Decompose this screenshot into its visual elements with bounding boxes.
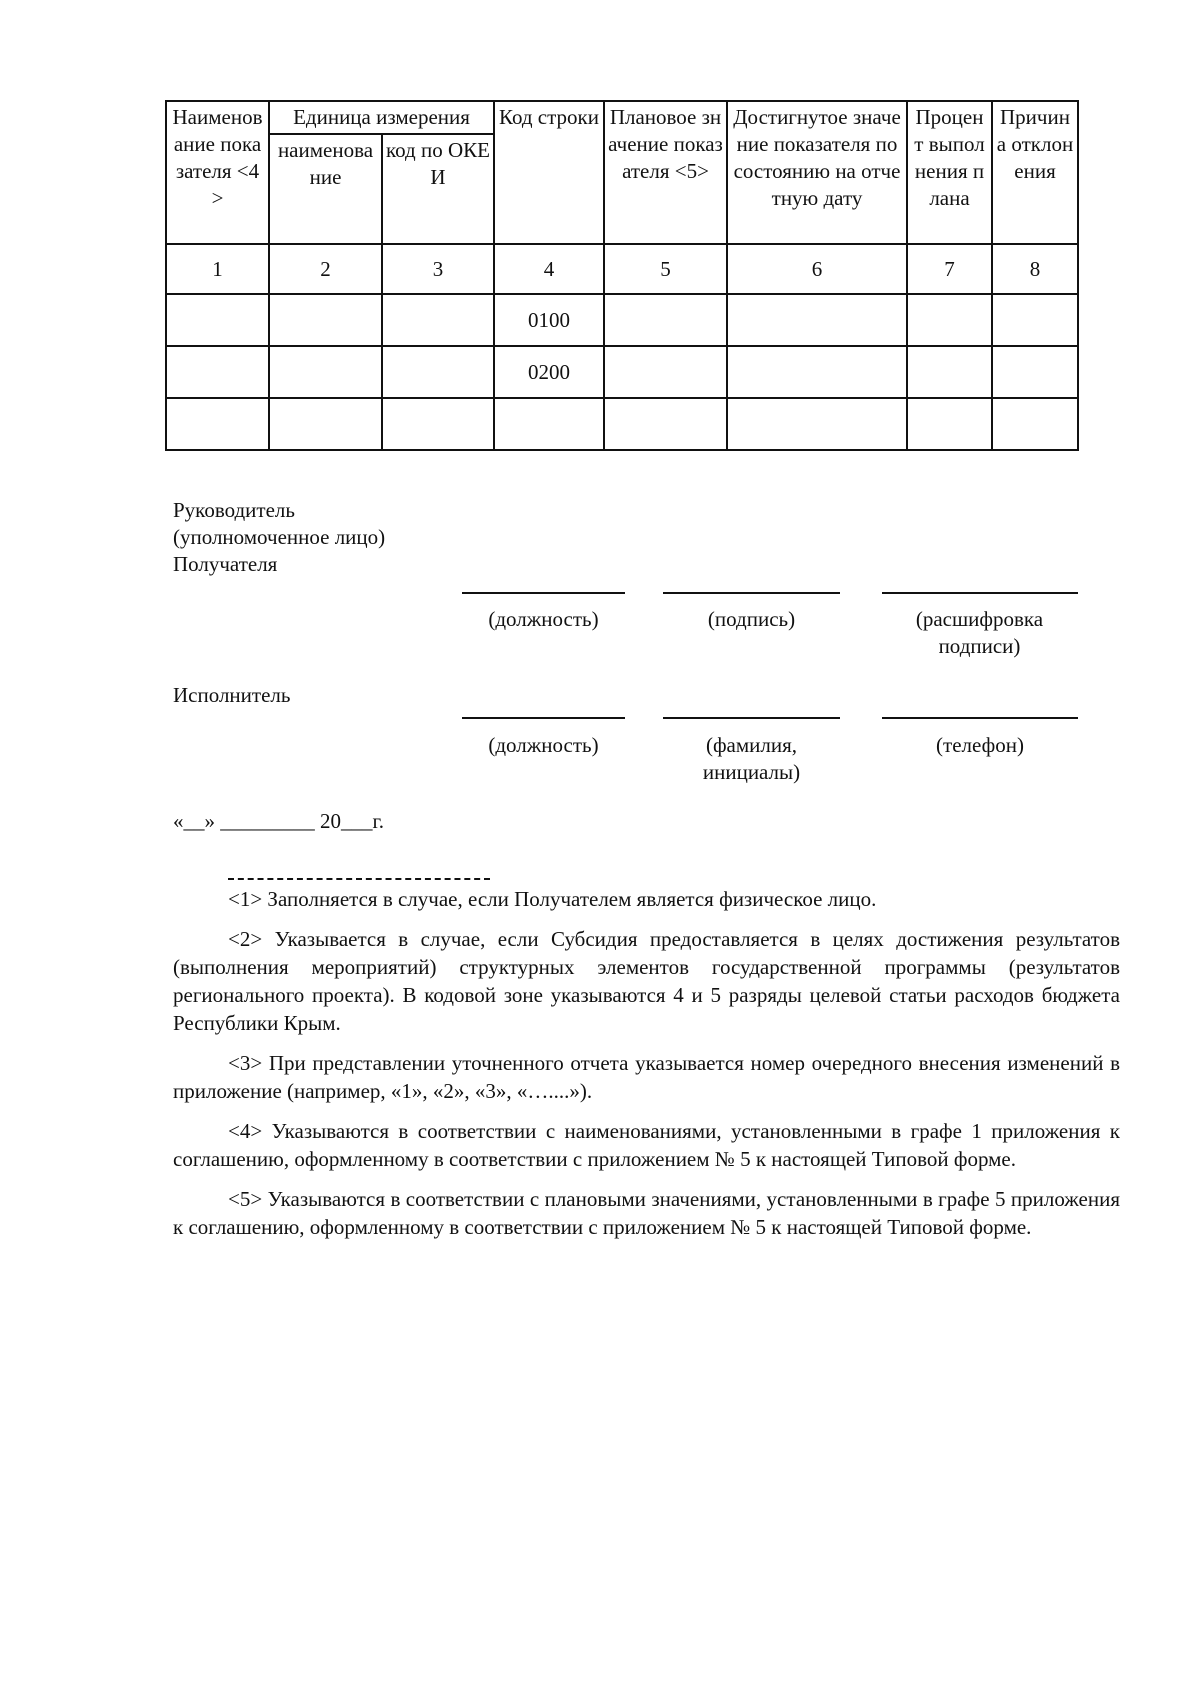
footnotes bbox=[173, 885, 1120, 1253]
executor-phone-line[interactable] bbox=[882, 717, 1078, 719]
header-percent-done: Процент выполнения плана bbox=[907, 101, 992, 244]
footnote-4: <4> Указываются в соответствии с наименованиями, установленными в графе 1 приложения к соглашению, оформленному в соответствии с приложением № 5 к настоящей Типовой форме. bbox=[173, 1119, 1120, 1171]
column-number: 1 bbox=[166, 244, 269, 294]
caption-signature-decode: (расшифровка подписи) bbox=[915, 607, 1044, 658]
table-cell[interactable] bbox=[166, 346, 269, 398]
header-row-code: Код строки bbox=[494, 101, 604, 244]
footnote-1: <1> Заполняется в случае, если Получателем является физическое лицо. bbox=[228, 887, 877, 911]
column-number: 3 bbox=[382, 244, 494, 294]
table-cell[interactable] bbox=[166, 398, 269, 450]
column-number: 7 bbox=[907, 244, 992, 294]
header-indicator-name: Наименование показателя <4> bbox=[166, 101, 269, 244]
caption-signature: (подпись) bbox=[707, 607, 796, 631]
table-cell[interactable] bbox=[907, 398, 992, 450]
caption-executor-position: (должность) bbox=[488, 733, 599, 757]
row-code-cell: 0100 bbox=[494, 294, 604, 346]
head-label bbox=[173, 497, 385, 578]
table-cell[interactable] bbox=[907, 294, 992, 346]
table-row bbox=[166, 398, 1078, 450]
row-code-cell bbox=[494, 398, 604, 450]
caption-position: (должность) bbox=[488, 607, 599, 631]
footnotes-separator bbox=[228, 878, 490, 880]
table-row bbox=[166, 346, 1078, 398]
table-cell[interactable] bbox=[907, 346, 992, 398]
executor-name-line[interactable] bbox=[663, 717, 840, 719]
table-cell[interactable] bbox=[382, 346, 494, 398]
column-numbers-row bbox=[166, 244, 1078, 294]
column-number: 4 bbox=[494, 244, 604, 294]
table-cell[interactable] bbox=[382, 294, 494, 346]
column-number: 6 bbox=[727, 244, 907, 294]
header-achieved-value: Достигнутое значение показателя по состоянию на отчетную дату bbox=[727, 101, 907, 244]
table-cell[interactable] bbox=[269, 346, 382, 398]
header-unit-name: наименование bbox=[269, 134, 382, 244]
table-cell[interactable] bbox=[382, 398, 494, 450]
signature-line[interactable] bbox=[663, 592, 840, 594]
head-label-line: Получателя bbox=[173, 552, 278, 576]
table-cell[interactable] bbox=[604, 294, 727, 346]
table-cell[interactable] bbox=[269, 294, 382, 346]
table-cell[interactable] bbox=[727, 346, 907, 398]
table-cell[interactable] bbox=[166, 294, 269, 346]
footnote-5: <5> Указываются в соответствии с плановыми значениями, установленными в графе 5 приложения к соглашению, оформленному в соответствии с приложением № 5 к настоящей Типовой форме. bbox=[173, 1187, 1120, 1239]
executor-label: Исполнитель bbox=[173, 683, 291, 707]
table-cell[interactable] bbox=[992, 346, 1078, 398]
table-cell[interactable] bbox=[604, 398, 727, 450]
header-planned-value: Плановое значение показателя <5> bbox=[604, 101, 727, 244]
table-row bbox=[166, 294, 1078, 346]
header-unit-code: код по ОКЕИ bbox=[382, 134, 494, 244]
table-cell[interactable] bbox=[727, 398, 907, 450]
footnote-3: <3> При представлении уточненного отчета указывается номер очередного внесения изменений в приложение (например, «1», «2», «3», «…....»). bbox=[173, 1051, 1120, 1103]
date-line: «__» _________ 20___г. bbox=[173, 809, 384, 833]
executor-position-line[interactable] bbox=[462, 717, 625, 719]
footnote-2: <2> Указывается в случае, если Субсидия предоставляется в целях достижения результатов (выполнения мероприятий) структурных элементов государственной программы (результатов регионального проекта). В кодовой зоне указываются 4 и 5 разряды целевой статьи расходов бюджета Республики Крым. bbox=[173, 927, 1120, 1035]
indicators-table bbox=[165, 100, 1079, 451]
header-unit-group: Единица измерения bbox=[269, 101, 494, 134]
table-cell[interactable] bbox=[604, 346, 727, 398]
head-label-line: (уполномоченное лицо) bbox=[173, 525, 386, 549]
column-number: 5 bbox=[604, 244, 727, 294]
header-deviation-reason: Причина отклонения bbox=[992, 101, 1078, 244]
head-label-line: Руководитель bbox=[173, 498, 295, 522]
caption-executor-name: (фамилия, инициалы) bbox=[702, 733, 801, 784]
table-cell[interactable] bbox=[727, 294, 907, 346]
table-cell[interactable] bbox=[992, 398, 1078, 450]
column-number: 8 bbox=[992, 244, 1078, 294]
table-cell[interactable] bbox=[992, 294, 1078, 346]
row-code-cell: 0200 bbox=[494, 346, 604, 398]
header-row-1 bbox=[166, 101, 1078, 134]
table-cell[interactable] bbox=[269, 398, 382, 450]
caption-executor-phone: (телефон) bbox=[936, 733, 1024, 757]
position-signature-line[interactable] bbox=[462, 592, 625, 594]
signature-decode-line[interactable] bbox=[882, 592, 1078, 594]
column-number: 2 bbox=[269, 244, 382, 294]
